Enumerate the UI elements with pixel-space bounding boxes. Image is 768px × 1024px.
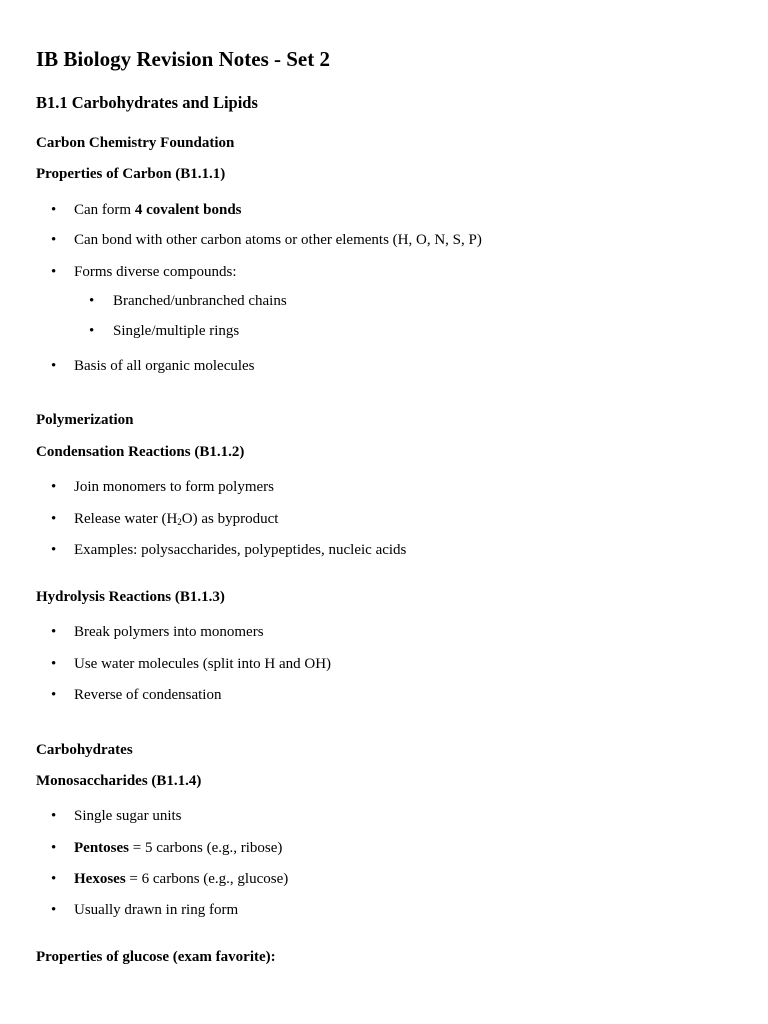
list-item-text: Use water molecules (split into H and OH) bbox=[74, 656, 332, 672]
bullet-icon: • bbox=[51, 656, 57, 672]
bullet-icon: • bbox=[51, 511, 57, 527]
condensation-subheading: Condensation Reactions (B1.1.2) bbox=[36, 444, 245, 460]
list-item-text: Hexoses = 6 carbons (e.g., glucose) bbox=[74, 871, 289, 887]
bullet-icon: • bbox=[51, 902, 57, 918]
bullet-icon: • bbox=[51, 687, 57, 703]
document-title: IB Biology Revision Notes - Set 2 bbox=[36, 47, 330, 71]
bullet-icon: • bbox=[51, 202, 57, 218]
list-item-text: Branched/unbranched chains bbox=[113, 293, 287, 309]
hydrolysis-subheading: Hydrolysis Reactions (B1.1.3) bbox=[36, 589, 225, 605]
bullet-icon: • bbox=[51, 808, 57, 824]
bullet-icon: • bbox=[51, 624, 57, 640]
bullet-icon: • bbox=[51, 871, 57, 887]
list-item-text: Can form 4 covalent bonds bbox=[74, 202, 242, 218]
list-item-text: Single sugar units bbox=[74, 808, 182, 824]
list-item-text: Join monomers to form polymers bbox=[74, 479, 274, 495]
carbon-heading: Carbon Chemistry Foundation bbox=[36, 135, 235, 151]
bullet-icon: • bbox=[51, 232, 57, 248]
section-title: B1.1 Carbohydrates and Lipids bbox=[36, 93, 258, 112]
list-item-text: Basis of all organic molecules bbox=[74, 358, 255, 374]
list-item-text: Break polymers into monomers bbox=[74, 624, 264, 640]
bullet-icon: • bbox=[89, 293, 95, 309]
list-item-text: Release water $(H_2O)$ as byproduct bbox=[74, 511, 279, 527]
bullet-icon: • bbox=[51, 479, 57, 495]
bullet-icon: • bbox=[51, 840, 57, 856]
list-item-text: Forms diverse compounds: bbox=[74, 264, 237, 280]
bullet-icon: • bbox=[51, 358, 57, 374]
carbohydrates-heading: Carbohydrates bbox=[36, 742, 133, 758]
list-item-text: Reverse of condensation bbox=[74, 687, 222, 703]
list-item-text: Examples: polysaccharides, polypeptides, nucleic acids bbox=[74, 542, 407, 558]
monosaccharides-subheading: Monosaccharides (B1.1.4) bbox=[36, 773, 202, 789]
carbon-properties-subheading: Properties of Carbon (B1.1.1) bbox=[36, 166, 226, 182]
list-item-text: Pentoses = 5 carbons (e.g., ribose) bbox=[74, 840, 283, 856]
bullet-icon: • bbox=[51, 542, 57, 558]
list-item-text: Single/multiple rings bbox=[113, 323, 240, 339]
glucose-properties-heading: Properties of glucose (exam favorite): bbox=[36, 949, 276, 965]
list-item-text: Can bond with other carbon atoms or other elements (H, O, N, S, P) bbox=[74, 232, 482, 248]
bullet-icon: • bbox=[89, 323, 95, 339]
bullet-icon: • bbox=[51, 264, 57, 280]
list-item-text: Usually drawn in ring form bbox=[74, 902, 239, 918]
polymerization-heading: Polymerization bbox=[36, 412, 134, 428]
